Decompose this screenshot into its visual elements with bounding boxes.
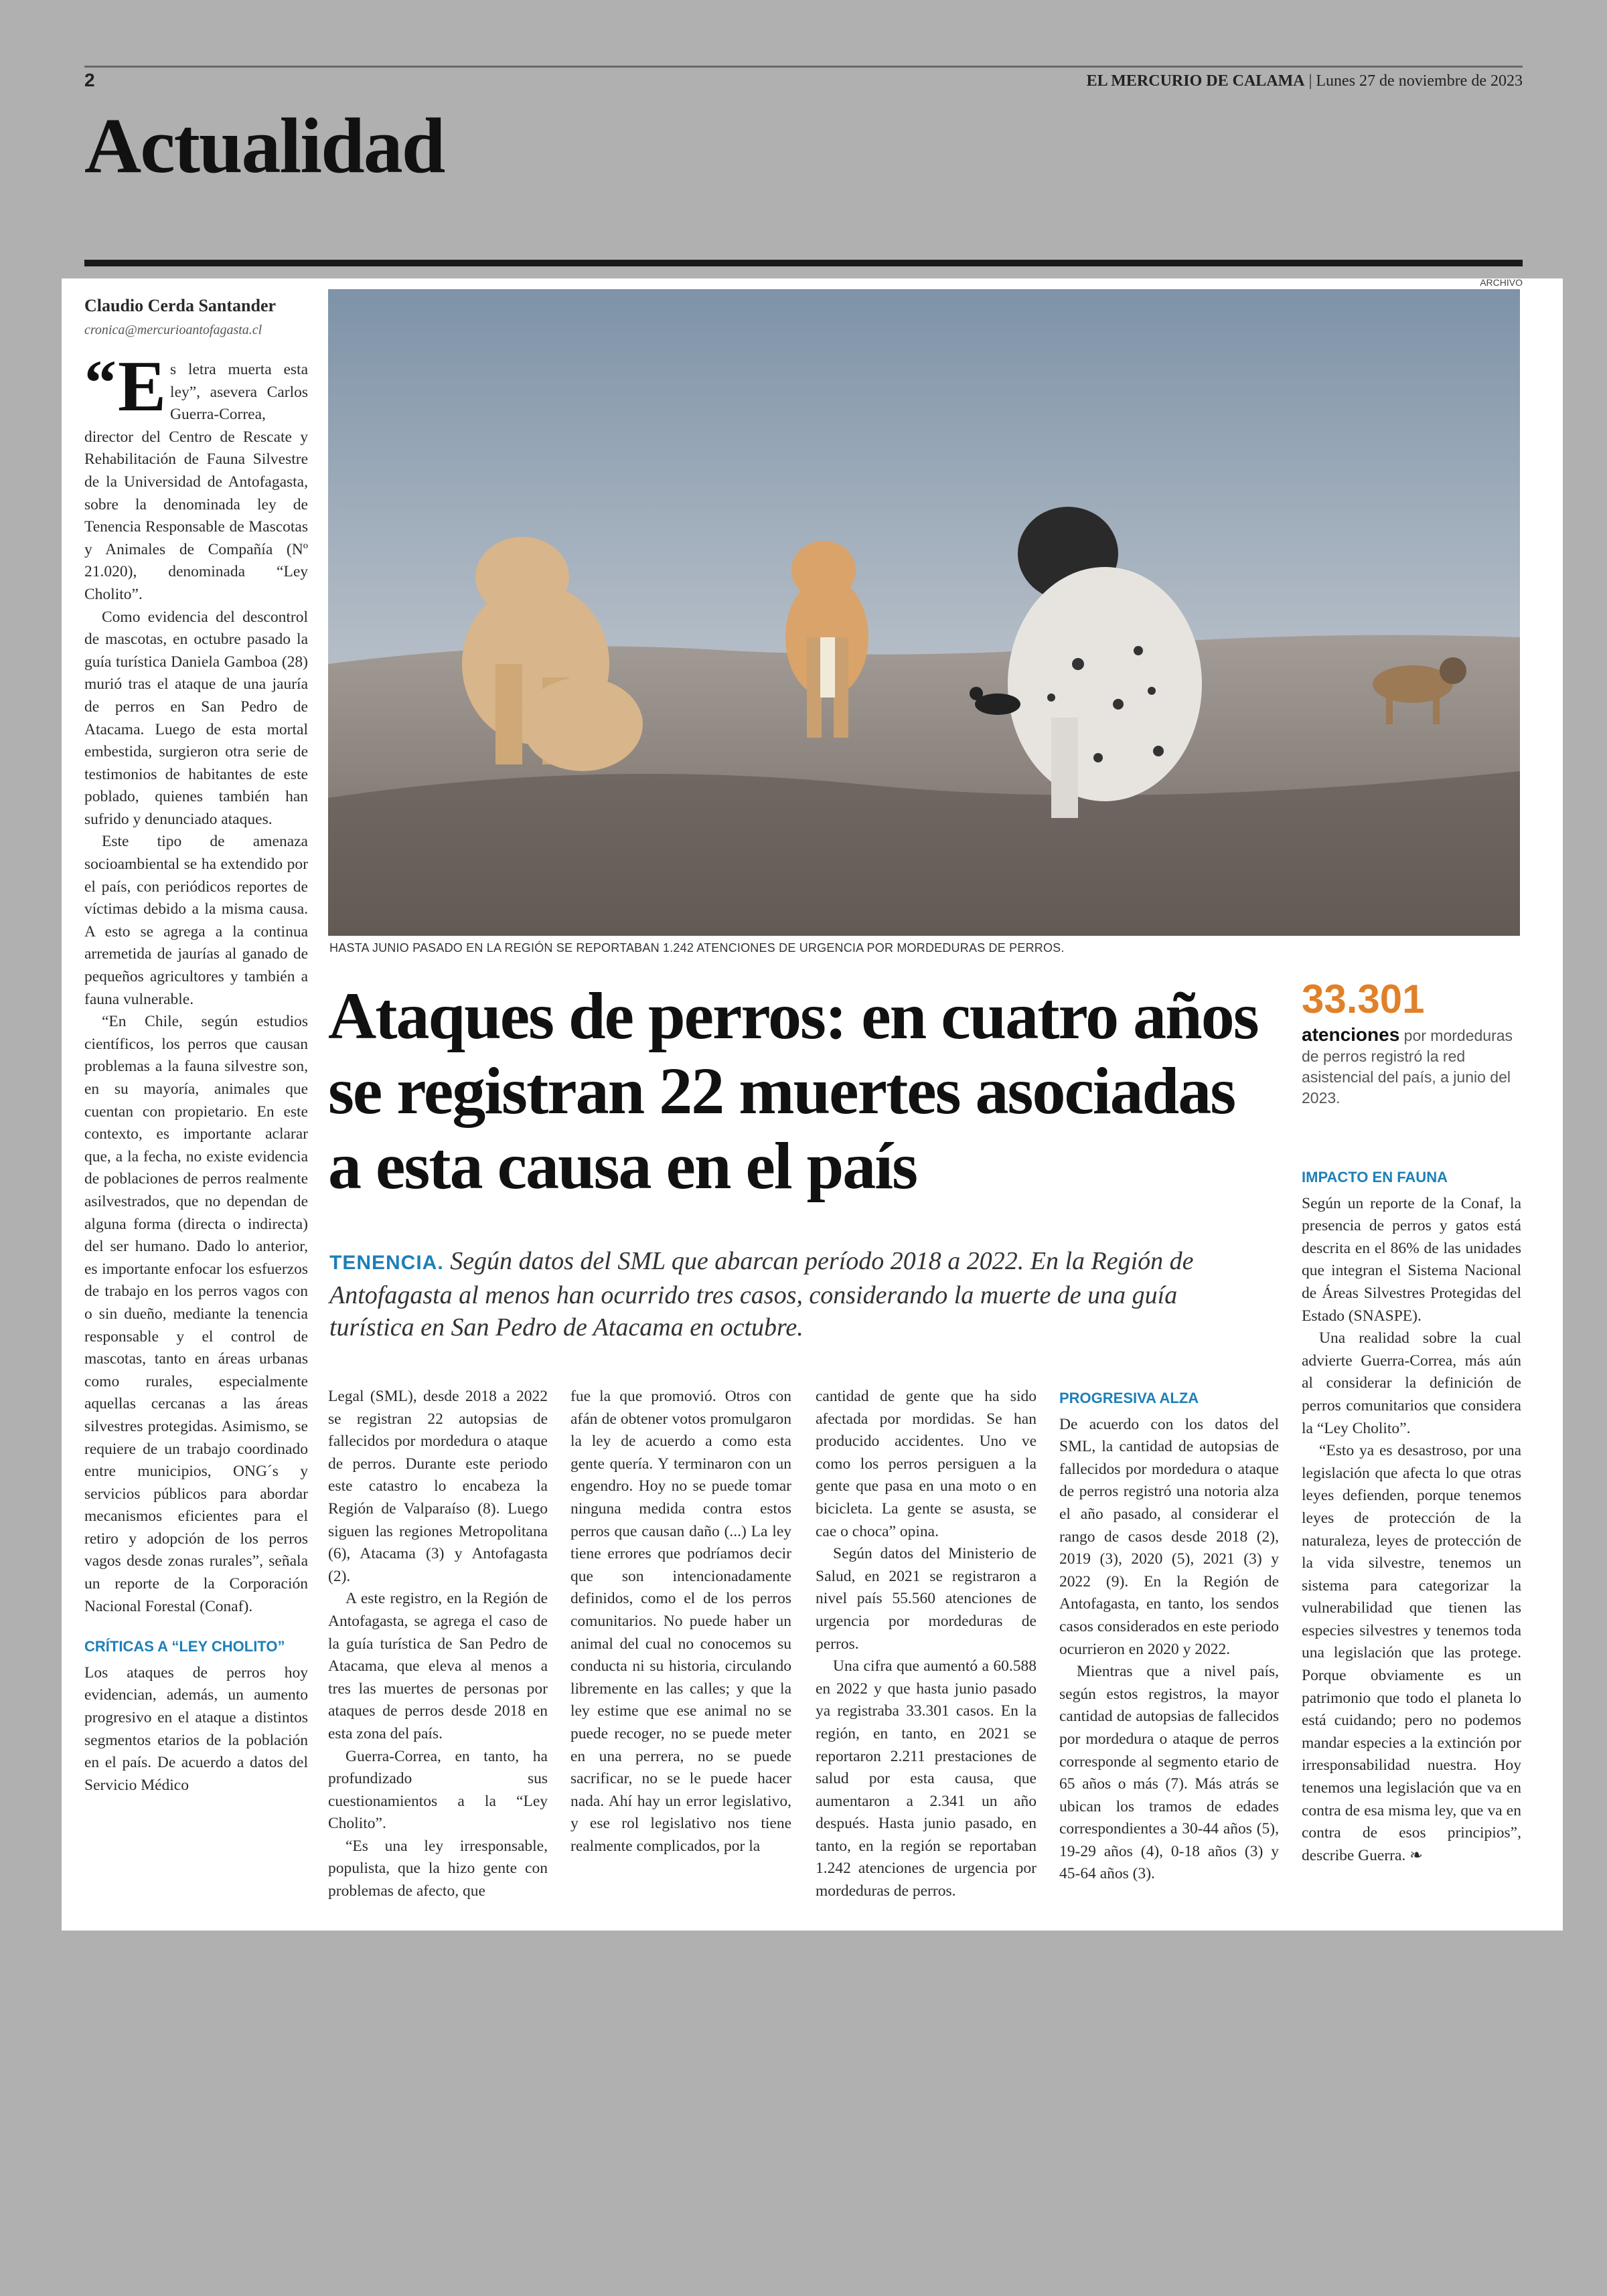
article-headline: Ataques de perros: en cuatro años se registran 22 muertes asociadas a esta causa en el país: [328, 979, 1258, 1203]
col6-p2: Una realidad sobre la cual advierte Guerra-Correa, más aún al considerar la definición de perros comunitarios que considera la “Ley Cholito”.: [1302, 1329, 1521, 1437]
deck-text: Según datos del SML que abarcan período 2018 a 2022. En la Región de Antofagasta al menos han ocurrido tres casos, considerando la muerte de una guía turística en San Pedro de Atacama en octubre.: [329, 1247, 1194, 1341]
col4-p1: cantidad de gente que ha sido afectada por mordidas. Se han producido accidentes. Uno ve como los perros persiguen a la gente que pasa en una moto o en bicicleta. La gente se asusta, se cae o choca” opina.: [816, 1388, 1037, 1540]
stat-bold: atenciones: [1302, 1024, 1400, 1045]
photo-caption: HASTA JUNIO PASADO EN LA REGIÓN SE REPORTABAN 1.242 ATENCIONES DE URGENCIA POR MORDEDURAS DE PERROS.: [329, 941, 1065, 955]
deck-kicker: TENENCIA.: [329, 1252, 444, 1274]
header-rule: [84, 66, 1523, 68]
col5-p1: De acuerdo con los datos del SML, la cantidad de autopsias de fallecidos por mordedura o ataque de perros registró una notoria alza el año pasado, al considerar el rango de casos desde 2018 (2), 2019 (3), 2020 (5), 2021 (3) y 2022 (9). En la Región de Antofagasta, en tanto, los sendos casos considerados en este periodo ocurrieron en 2020 y 2022.: [1059, 1415, 1279, 1658]
drop-cap: E: [118, 347, 167, 426]
col2-p4: “Es una ley irresponsable, populista, que la hizo gente con problemas de afecto, que: [328, 1837, 548, 1900]
col3-p1: fue la que promovió. Otros con afán de obtener votos promulgaron la ley de acuerdo a como esta gente quería. Y terminaron con un engendro. Hoy no se puede tomar ninguna medida contra estos perros que causan daño (...) La ley tiene errores que podríamos decir que son intencionadamente definidos, como el de los perros comunitarios. No puede haber un animal del cual no conocemos su conducta ni su historia, circulando libremente en las calles; y que la ley estime que ese animal no se puede recoger, no se puede meter en una perrera, no se puede sacrificar, no se le puede hacer nada. Ahí hay un error legislativo, y ese rol legislativo nos tiene realmente complicados, por la: [570, 1388, 791, 1855]
col1-p5: Los ataques de perros hoy evidencian, además, un aumento progresivo en el ataque a distintos segmentos etarios de la población en el país. De acuerdo a datos del Servicio Médico: [84, 1663, 308, 1794]
col2-p3: Guerra-Correa, en tanto, ha profundizado sus cuestionamientos a la “Ley Cholito”.: [328, 1747, 548, 1833]
column-6: [1302, 1166, 1521, 1867]
article-deck: [329, 1245, 1253, 1343]
col1-p1: s letra muerta esta ley”, asevera Carlos Guerra-Correa, director del Centro de Rescate y Rehabilitación de Fauna Silvestre de la Universidad de Antofagasta, sobre la denominada ley de Tenencia Responsable de Mascotas y Animales de Compañía (Nº 21.020), denominada “Ley Cholito”.: [84, 361, 308, 603]
subhead-progresiva: PROGRESIVA ALZA: [1059, 1390, 1199, 1406]
subhead-criticas: CRÍTICAS A “LEY CHOLITO”: [84, 1638, 285, 1655]
stat-text: por mordeduras de perros registró la red asistencial del país, a junio del 2023.: [1302, 1027, 1513, 1106]
column-1: [84, 347, 308, 1797]
col1-p4: “En Chile, según estudios científicos, los perros que causan problemas a la fauna silvestre son, en su mayoría, animales que cuentan con propietario. En este contexto, es importante aclarar que, a la fecha, no existe evidencia de poblaciones de perros realmente asilvestrados, que no dependan de alguna forma (directa o indirecta) del ser humano. Dado lo anterior, es importante enfocar los esfuerzos de trabajo en los perros vagos con o sin dueño, mediante la tenencia responsable y el control de mascotas, tanto en áreas urbanas como rurales, especialmente aquellas cercanas a las áreas silvestres protegidas. Asimismo, se requiere de un trabajo coordinado entre municipios, ONG´s y servicios públicos para abordar mecanismos eficientes para el retiro y adopción de los perros vagos desde zonas rurales”, señala un reporte de la Corporación Nacional Forestal (Conaf).: [84, 1013, 308, 1615]
page-number: 2: [84, 70, 95, 90]
col4-p3: Una cifra que aumentó a 60.588 en 2022 y que hasta junio pasado ya registraba 33.301 casos. En la región, en tanto, en 2021 se reportaron 2.211 prestaciones de salud por esta causa, que aumentaron a 2.341 un año después. Hasta junio pasado, en tanto, en la región se reportaban 1.242 atenciones de urgencia por mordeduras de perros.: [816, 1657, 1037, 1900]
author-byline: Claudio Cerda Santander: [84, 296, 277, 315]
col4-p2: Según datos del Ministerio de Salud, en 2021 se registraron a nivel país 55.560 atenciones de urgencia por mordeduras de perros.: [816, 1545, 1037, 1653]
col6-p3: [1302, 1440, 1521, 1867]
author-email: cronica@mercurioantofagasta.cl: [84, 323, 262, 337]
subhead-impacto: IMPACTO EN FAUNA: [1302, 1169, 1448, 1185]
opening-quote: “: [84, 347, 117, 418]
stat-number: 33.301: [1302, 977, 1425, 1021]
col2-p1: Legal (SML), desde 2018 a 2022 se registran 22 autopsias de fallecidos por mordedura o ataque de perros. Durante este periodo este catastro lo encabeza la Región de Valparaíso (8). Luego siguen las regiones Metropolitana (6), Atacama (3) y Antofagasta (2).: [328, 1388, 548, 1585]
col6-p1: Según un reporte de la Conaf, la presencia de perros y gatos está descrita en el 86% de las unidades que integran el Sistema Nacional de Áreas Silvestres Protegidas del Estado (SNASPE).: [1302, 1194, 1521, 1325]
column-3: [570, 1386, 791, 1858]
col1-p2: Como evidencia del descontrol de mascotas, en octubre pasado la guía turística Daniela Gamboa (28) murió tras el ataque de una jauría de perros en San Pedro de Atacama. Luego de esta mortal embestida, surgieron otra serie de testimonios de habitantes de este poblado, quienes también han sufrido y denunciado ataques.: [84, 608, 308, 828]
article-photo: [328, 289, 1520, 936]
col2-p2: A este registro, en la Región de Antofagasta, se agrega el caso de la guía turística de San Pedro de Atacama, que eleva al menos a tres las muertes de personas por ataques de perros desde 2018 en esta zona del país.: [328, 1590, 548, 1742]
end-mark-icon: ❧: [1409, 1846, 1423, 1864]
col6-p3-text: “Esto ya es desastroso, por una legislación que afecta lo que otras leyes defienden, porque tenemos leyes de protección de la naturaleza, leyes de protección de la vida silvestre, tenemos un sistema para categorizar la vulnerabilidad que tienen las especies silvestres y tenemos toda una legislación que las protege. Porque obviamente es un patrimonio que todo el planeta lo está cuidando; pero no podemos mandar especies a la extinción por irresponsabilidad nuestra. Hoy tenemos una legislación que va en contra de esa misma ley, que va en contra de esos principios”, describe Guerra.: [1302, 1442, 1521, 1864]
column-2: [328, 1386, 548, 1903]
photo-credit: ARCHIVO: [1480, 277, 1523, 288]
masthead: [1087, 72, 1523, 90]
newspaper-name: EL MERCURIO DE CALAMA: [1086, 72, 1305, 90]
column-5: [1059, 1387, 1279, 1886]
section-title: Actualidad: [84, 102, 445, 189]
stat-description: [1302, 1024, 1523, 1109]
section-rule: [84, 260, 1523, 266]
column-4: [816, 1386, 1037, 1903]
col5-p2: Mientras que a nivel país, según estos registros, la mayor cantidad de autopsias de fallecidos por mordedura o ataque de perros corresponde al segmento etario de 65 años o más (7). Más atrás se ubican los tramos de edades correspondientes a 30-44 años (5), 19-29 años (4), 0-18 años (3) y 45-64 años (3).: [1059, 1663, 1279, 1883]
dogs-photo-illustration: [328, 289, 1520, 936]
publication-date: | Lunes 27 de noviembre de 2023: [1308, 72, 1523, 90]
lead-paragraph: [84, 347, 308, 606]
col1-p3: Este tipo de amenaza socioambiental se ha extendido por el país, con periódicos reportes de víctimas debido a la misma causa. A esto se agrega a la continua arremetida de jaurías al ganado de pequeños agricultores y también a fauna vulnerable.: [84, 833, 308, 1008]
